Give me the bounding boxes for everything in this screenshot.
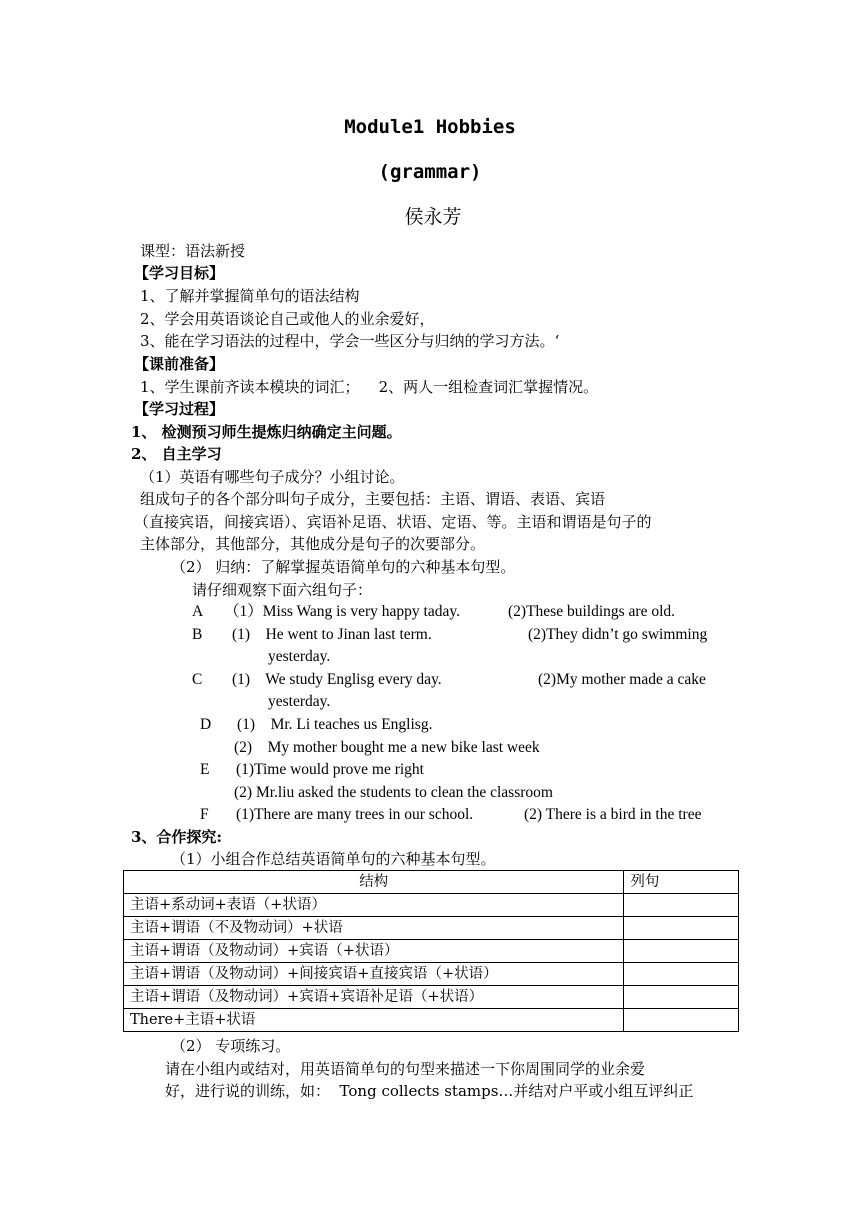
- group-f-label: F: [200, 806, 209, 823]
- table-cell-example[interactable]: [624, 894, 739, 917]
- group-d-sentence-1: (1) Mr. Li teaches us Englisg.: [237, 716, 433, 733]
- group-b-sentence-2: (2)They didn’t go swimming: [528, 626, 708, 643]
- group-a-label: A: [192, 603, 204, 620]
- question-3: （1）小组合作总结英语简单句的六种基本句型。: [171, 850, 496, 868]
- section-process-heading: 【学习过程】: [134, 400, 225, 418]
- group-c-sentence-2: (2)My mother made a cake: [538, 671, 706, 688]
- group-a-sentence-1: （1）Miss Wang is very happy taday.: [224, 603, 460, 620]
- table-cell-example[interactable]: [624, 963, 739, 986]
- step-1: 1、 检测预习师生提炼归纳确定主问题。: [131, 423, 402, 441]
- final-paragraph-line: 好，进行说的训练，如： Tong collects stamps…并结对户平或小组互评纠正: [165, 1082, 694, 1100]
- prep-text: 1、学生课前齐读本模块的词汇； 2、两人一组检查词汇掌握情况。: [140, 378, 599, 396]
- table-cell-example[interactable]: [624, 1009, 739, 1032]
- author: 侯永芳: [404, 206, 462, 228]
- table-row: [124, 1009, 739, 1032]
- header-structure: 结构: [124, 871, 624, 894]
- group-a-sentence-2: (2)These buildings are old.: [508, 603, 676, 620]
- question-1: （1）英语有哪些句子成分？小组讨论。: [140, 468, 405, 486]
- group-f-sentence-2: (2) There is a bird in the tree: [524, 806, 702, 823]
- page-title: Module1 Hobbies: [344, 116, 516, 138]
- table-cell-structure: There+主语+状语: [124, 1009, 624, 1032]
- header-example: 列句: [624, 871, 739, 894]
- group-c-label: C: [192, 671, 203, 688]
- group-f-sentence-1: (1)There are many trees in our school.: [236, 806, 474, 823]
- question-2: （2） 归纳：了解掌握英语简单句的六种基本句型。: [171, 558, 516, 576]
- paragraph-line: 主体部分，其他部分，其他成分是句子的次要部分。: [140, 535, 486, 553]
- group-b-label: B: [192, 626, 203, 643]
- table-row: [124, 963, 739, 986]
- paragraph-line: 组成句子的各个部分叫句子成分，主要包括：主语、谓语、表语、宾语: [140, 490, 606, 508]
- section-prep-heading: 【课前准备】: [134, 355, 225, 373]
- group-d-label: D: [200, 716, 212, 733]
- observe-instruction: 请仔细观察下面六组句子：: [192, 581, 373, 599]
- final-paragraph-line: 请在小组内或结对，用英语简单句的句型来描述一下你周围同学的业余爱: [165, 1060, 646, 1078]
- table-cell-example[interactable]: [624, 986, 739, 1009]
- group-b-sentence-1: (1) He went to Jinan last term.: [232, 626, 432, 643]
- table-row: [124, 986, 739, 1009]
- table-row: [124, 917, 739, 940]
- table-row: [124, 894, 739, 917]
- paragraph-line: （直接宾语，间接宾语）、宾语补足语、状语、定语、等。主语和谓语是句子的: [134, 513, 652, 531]
- step-3: 3、合作探究:: [131, 828, 222, 846]
- goal-item: 2、学会用英语谈论自己或他人的业余爱好，: [140, 310, 435, 328]
- section-goals-heading: 【学习目标】: [134, 264, 225, 282]
- sentence-pattern-table: [123, 870, 739, 1032]
- group-e-sentence-2: (2) Mr.liu asked the students to clean the classroom: [234, 784, 553, 801]
- table-header-row: [124, 871, 739, 894]
- goal-item: 3、能在学习语法的过程中，学会一些区分与归纳的学习方法。‘: [140, 332, 560, 350]
- page-subtitle: (grammar): [378, 161, 482, 183]
- table-cell-structure: 主语+谓语（及物动词）+宾语（+状语）: [124, 940, 624, 963]
- group-e-sentence-1: (1)Time would prove me right: [236, 761, 424, 778]
- table-row: [124, 940, 739, 963]
- goal-item: 1、了解并掌握简单句的语法结构: [140, 287, 360, 305]
- table-cell-structure: 主语+谓语（及物动词）+间接宾语+直接宾语（+状语）: [124, 963, 624, 986]
- group-b-sentence-2-cont: yesterday.: [268, 648, 331, 665]
- table-cell-structure: 主语+谓语（不及物动词）+状语: [124, 917, 624, 940]
- table-cell-example[interactable]: [624, 917, 739, 940]
- lesson-type: 课型：语法新授: [140, 242, 246, 260]
- group-c-sentence-2-cont: yesterday.: [268, 693, 331, 710]
- table-cell-structure: 主语+谓语（及物动词）+宾语+宾语补足语（+状语）: [124, 986, 624, 1009]
- group-c-sentence-1: (1) We study Englisg every day.: [232, 671, 442, 688]
- table-cell-structure: 主语+系动词+表语（+状语）: [124, 894, 624, 917]
- step-2: 2、 自主学习: [131, 445, 222, 463]
- group-e-label: E: [200, 761, 210, 778]
- question-4: （2） 专项练习。: [171, 1037, 291, 1055]
- table-cell-example[interactable]: [624, 940, 739, 963]
- group-d-sentence-2: (2) My mother bought me a new bike last week: [234, 739, 540, 756]
